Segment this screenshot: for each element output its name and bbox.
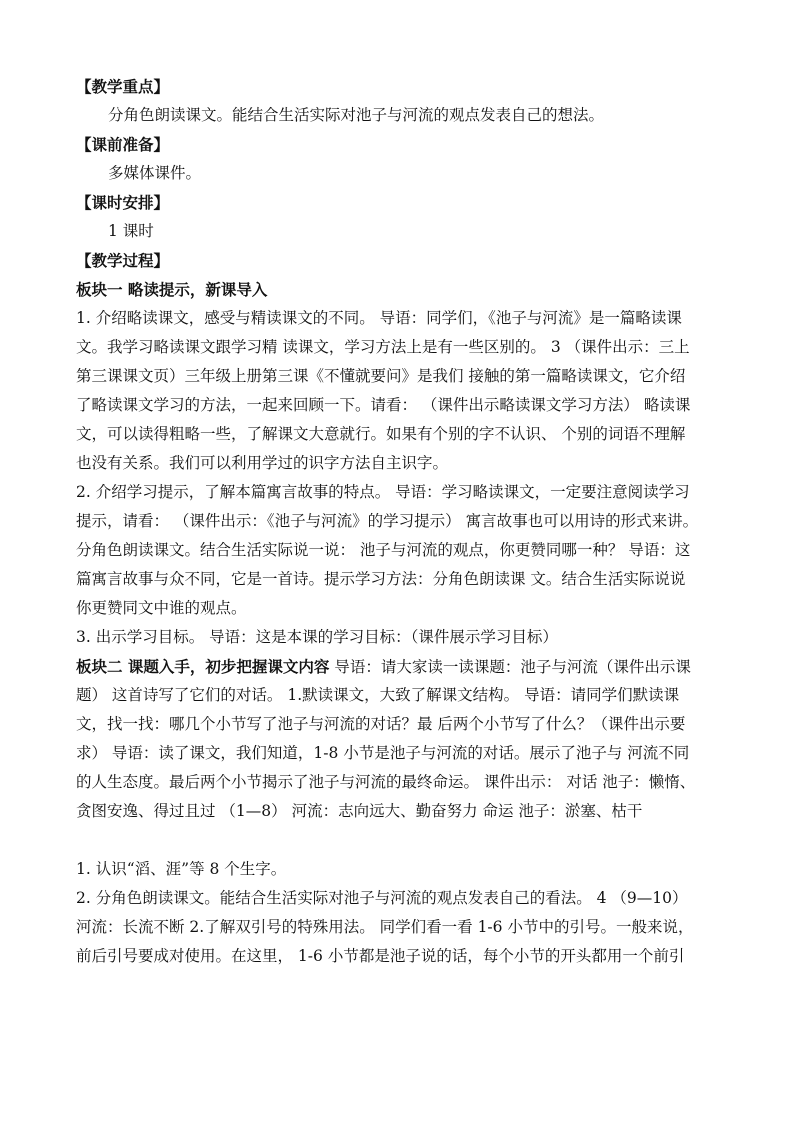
section-heading-process: 【教学过程】: [76, 251, 170, 270]
tail-line: 河流：长流不断 2.了解双引号的特殊用法。 同学们看一看 1-6 小节中的引号。一般来说，: [76, 918, 694, 936]
block1-title: 板块一 略读提示，新课导入: [76, 280, 268, 299]
block1-line: 2. 介绍学习提示，了解本篇寓言故事的特点。 导语：学习略读课文，一定要注意阅读学习: [76, 483, 690, 501]
block1-line: 文，可以读得粗略一些，了解课文大意就行。如果有个别的字不认识、 个别的词语不理解: [76, 425, 686, 443]
schedule-text: 1 课时: [108, 222, 154, 240]
block2-title: 板块二 课题入手，初步把握课文内容: [76, 657, 330, 676]
block1-line: 提示，请看： （课件出示：《池子与河流》的学习提示） 寓言故事也可以用诗的形式来讲。: [76, 512, 699, 530]
tail-line: 前后引号要成对使用。在这里， 1-6 小节都是池子说的话，每个小节的开头都用一个前引: [76, 947, 685, 965]
section-heading-teaching-focus: 【教学重点】: [76, 77, 170, 96]
tail-body: [76, 855, 726, 971]
block2-first-line-text: 导语：请大家读一读课题：池子与河流（课件出示课: [329, 658, 691, 676]
teaching-focus-text: 分角色朗读课文。能结合生活实际对池子与河流的观点发表自己的想法。: [108, 106, 605, 124]
section-heading-preparation: 【课前准备】: [76, 135, 170, 154]
block1-line: 你更赞同文中谁的观点。: [76, 599, 247, 617]
block2-line: 求） 导语：读了课文，我们知道，1-8 小节是池子与河流的对话。展示了池子与 河流不同: [76, 744, 690, 762]
block1-line: 文。我学习略读课文跟学习精 读课文，学习方法上是有一些区别的。 3 （课件出示：三上: [76, 338, 690, 356]
block1-line: 分角色朗读课文。结合生活实际说一说： 池子与河流的观点，你更赞同哪一种？ 导语：这: [76, 541, 691, 559]
block1-line: 篇寓言故事与众不同，它是一首诗。提示学习方法：分角色朗读课 文。结合生活实际说说: [76, 570, 686, 588]
block2-line: 贪图安逸、得过且过 （1—8） 河流：志向远大、勤奋努力 命运 池子：淤塞、枯干: [76, 802, 643, 820]
block1-line: 3. 出示学习目标。 导语：这是本课的学习目标：（课件展示学习目标）: [76, 628, 558, 646]
section-heading-schedule: 【课时安排】: [76, 193, 170, 212]
block2-line: 题） 这首诗写了它们的对话。 1.默读课文，大致了解课文结构。 导语：请同学们默读课: [76, 686, 680, 704]
document-page: [76, 72, 726, 971]
block1-line: 也没有关系。我们可以利用学过的识字方法自主识字。: [76, 454, 449, 472]
preparation-text: 多媒体课件。: [108, 164, 202, 182]
block1-line: 1. 介绍略读课文，感受与精读课文的不同。 导语：同学们，《池子与河流》是一篇略读课: [76, 309, 682, 327]
block2-body: [76, 681, 726, 826]
block1-body: [76, 304, 726, 652]
tail-line: 2. 分角色朗读课文。能结合生活实际对池子与河流的观点发表自己的看法。 4 （9—10）: [76, 889, 688, 907]
blank-line: [76, 826, 726, 855]
tail-line: 1. 认识“滔、涯”等 8 个生字。: [76, 860, 287, 878]
block1-line: 了略读课文学习的方法，一起来回顾一下。请看： （课件出示略读课文学习方法） 略读课: [76, 396, 691, 414]
block2-line: 的人生态度。最后两个小节揭示了池子与河流的最终命运。 课件出示： 对话 池子：懒惰、: [76, 773, 696, 791]
block2-first-line: [76, 652, 726, 681]
block2-line: 文，找一找：哪几个小节写了池子与河流的对话？最 后两个小节写了什么？（课件出示要: [76, 715, 686, 733]
block1-line: 第三课课文页）三年级上册第三课《不懂就要问》是我们 接触的第一篇略读课文，它介绍: [76, 367, 686, 385]
